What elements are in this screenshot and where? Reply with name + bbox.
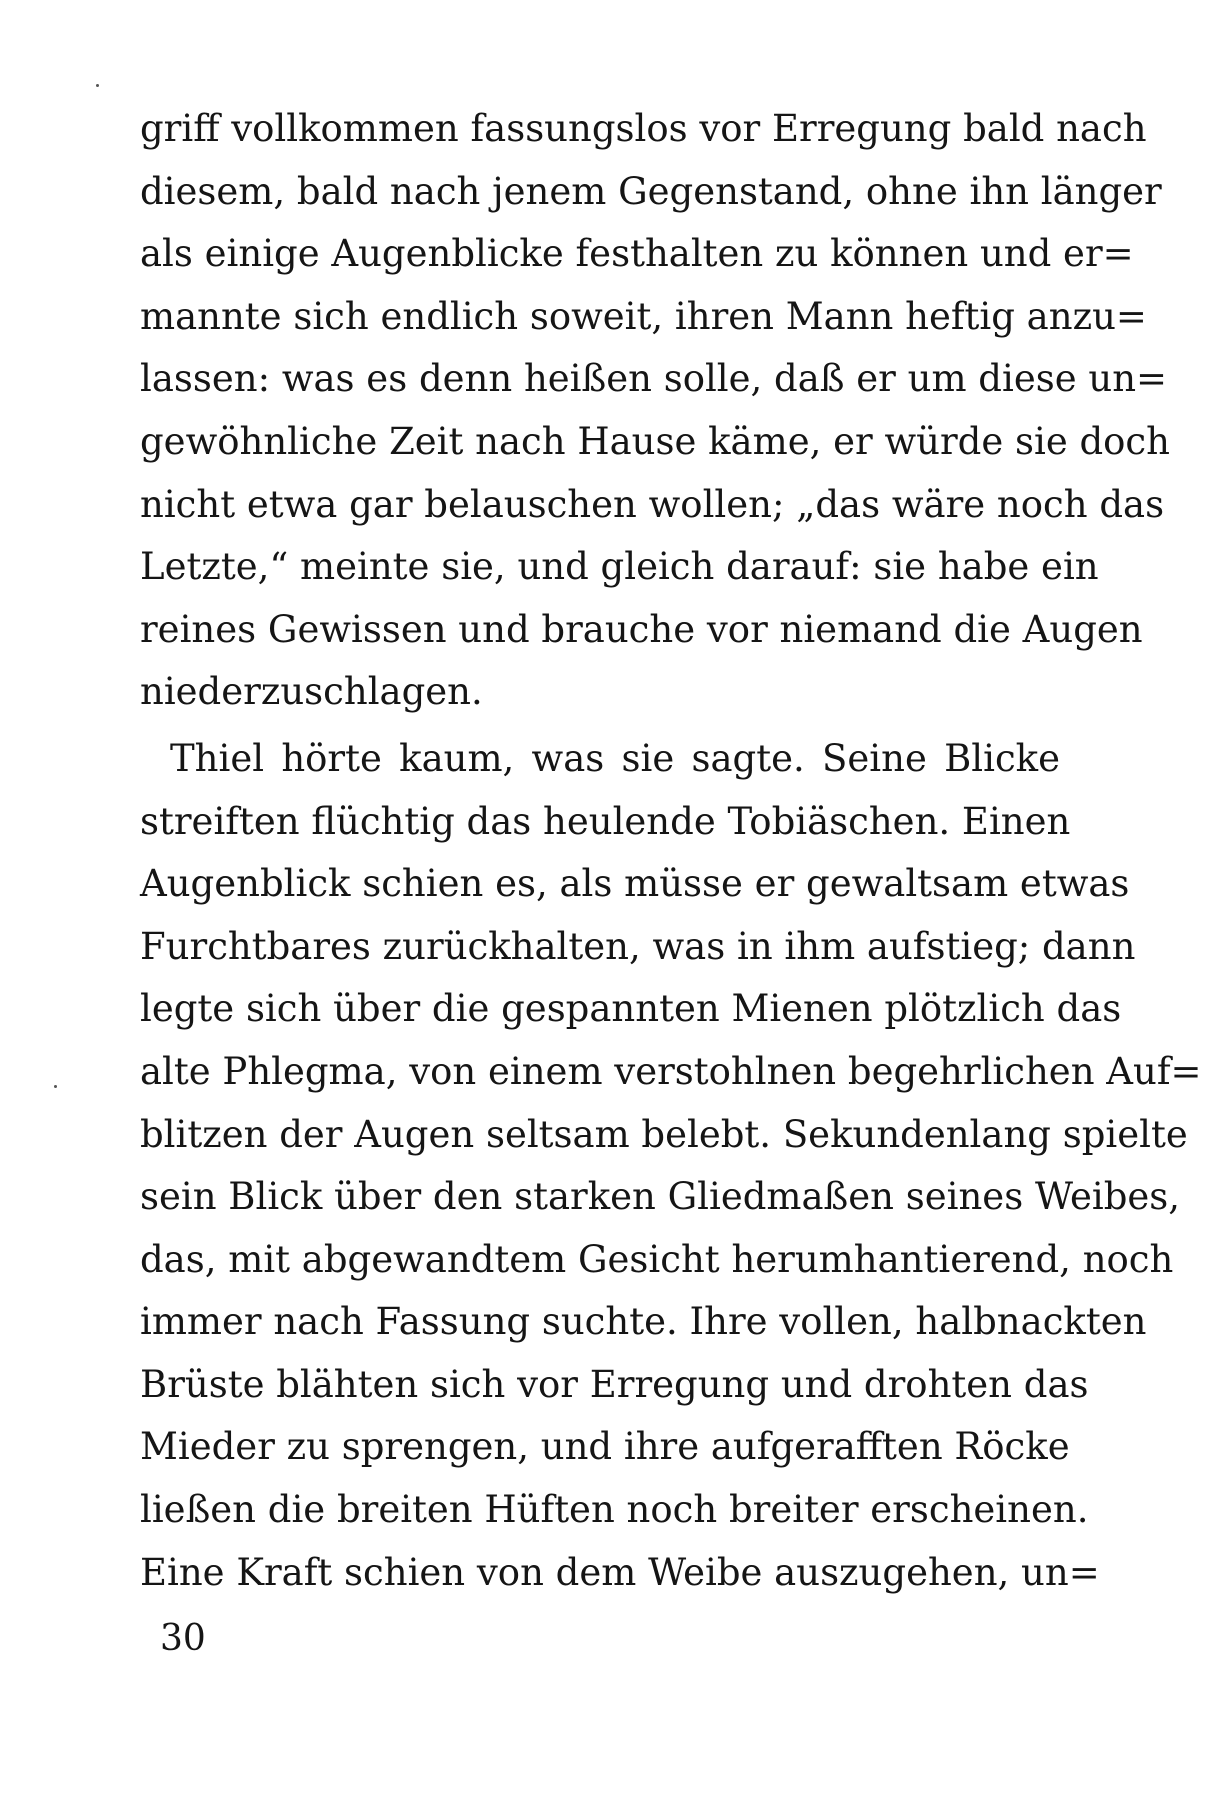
text-line: blitzen der Augen seltsam belebt. Sekundenlang spielte [140, 1112, 1188, 1156]
text-line: immer nach Fassung suchte. Ihre vollen, halbnackten [140, 1300, 1147, 1344]
text-line: Thiel hörte kaum, was sie sagte. Seine Blicke [170, 736, 1060, 780]
body-text [140, 98, 1202, 1604]
text-line: Eine Kraft schien von dem Weibe auszugehen, un= [140, 1550, 1100, 1594]
text-line: sein Blick über den starken Gliedmaßen seines Weibes, [140, 1175, 1181, 1219]
text-line: mannte sich endlich soweit, ihren Mann heftig anzu= [140, 294, 1147, 338]
text-line: Augenblick schien es, als müsse er gewaltsam etwas [140, 862, 1130, 906]
text-line: nicht etwa gar belauschen wollen; „das wäre noch das [140, 482, 1165, 526]
text-line: Furchtbares zurückhalten, was in ihm aufstieg; dann [140, 924, 1136, 968]
paragraph-1 [140, 98, 1170, 724]
text-line: niederzuschlagen. [140, 670, 483, 714]
text-line: reines Gewissen und brauche vor niemand die Augen [140, 607, 1143, 651]
page-number: 30 [160, 1618, 206, 1659]
text-line: lassen: was es denn heißen solle, daß er um diese un= [140, 357, 1168, 401]
text-line: Brüste blähten sich vor Erregung und drohten das [140, 1362, 1089, 1406]
text-line: Mieder zu sprengen, und ihre aufgerafften Röcke [140, 1425, 1070, 1469]
text-line: griff vollkommen fassungslos vor Erregung bald nach [140, 107, 1147, 150]
text-line: ließen die breiten Hüften noch breiter erscheinen. [140, 1488, 1089, 1532]
text-line: das, mit abgewandtem Gesicht herumhantierend, noch [140, 1237, 1174, 1281]
text-line: gewöhnliche Zeit nach Hause käme, er würde sie doch [140, 419, 1170, 463]
text-line: diesem, bald nach jenem Gegenstand, ohne ihn länger [140, 169, 1162, 213]
text-line: Letzte,“ meinte sie, und gleich darauf: sie habe ein [140, 545, 1099, 589]
text-line: als einige Augenblicke festhalten zu können und er= [140, 232, 1134, 276]
scan-speck [54, 1085, 57, 1088]
text-line: streiften flüchtig das heulende Tobiäschen. Einen [140, 799, 1071, 843]
paragraph-2 [140, 728, 1202, 1604]
scan-speck [96, 84, 99, 87]
text-line: legte sich über die gespannten Mienen plötzlich das [140, 987, 1122, 1031]
text-line: alte Phlegma, von einem verstohlnen begehrlichen Auf= [140, 1049, 1202, 1093]
